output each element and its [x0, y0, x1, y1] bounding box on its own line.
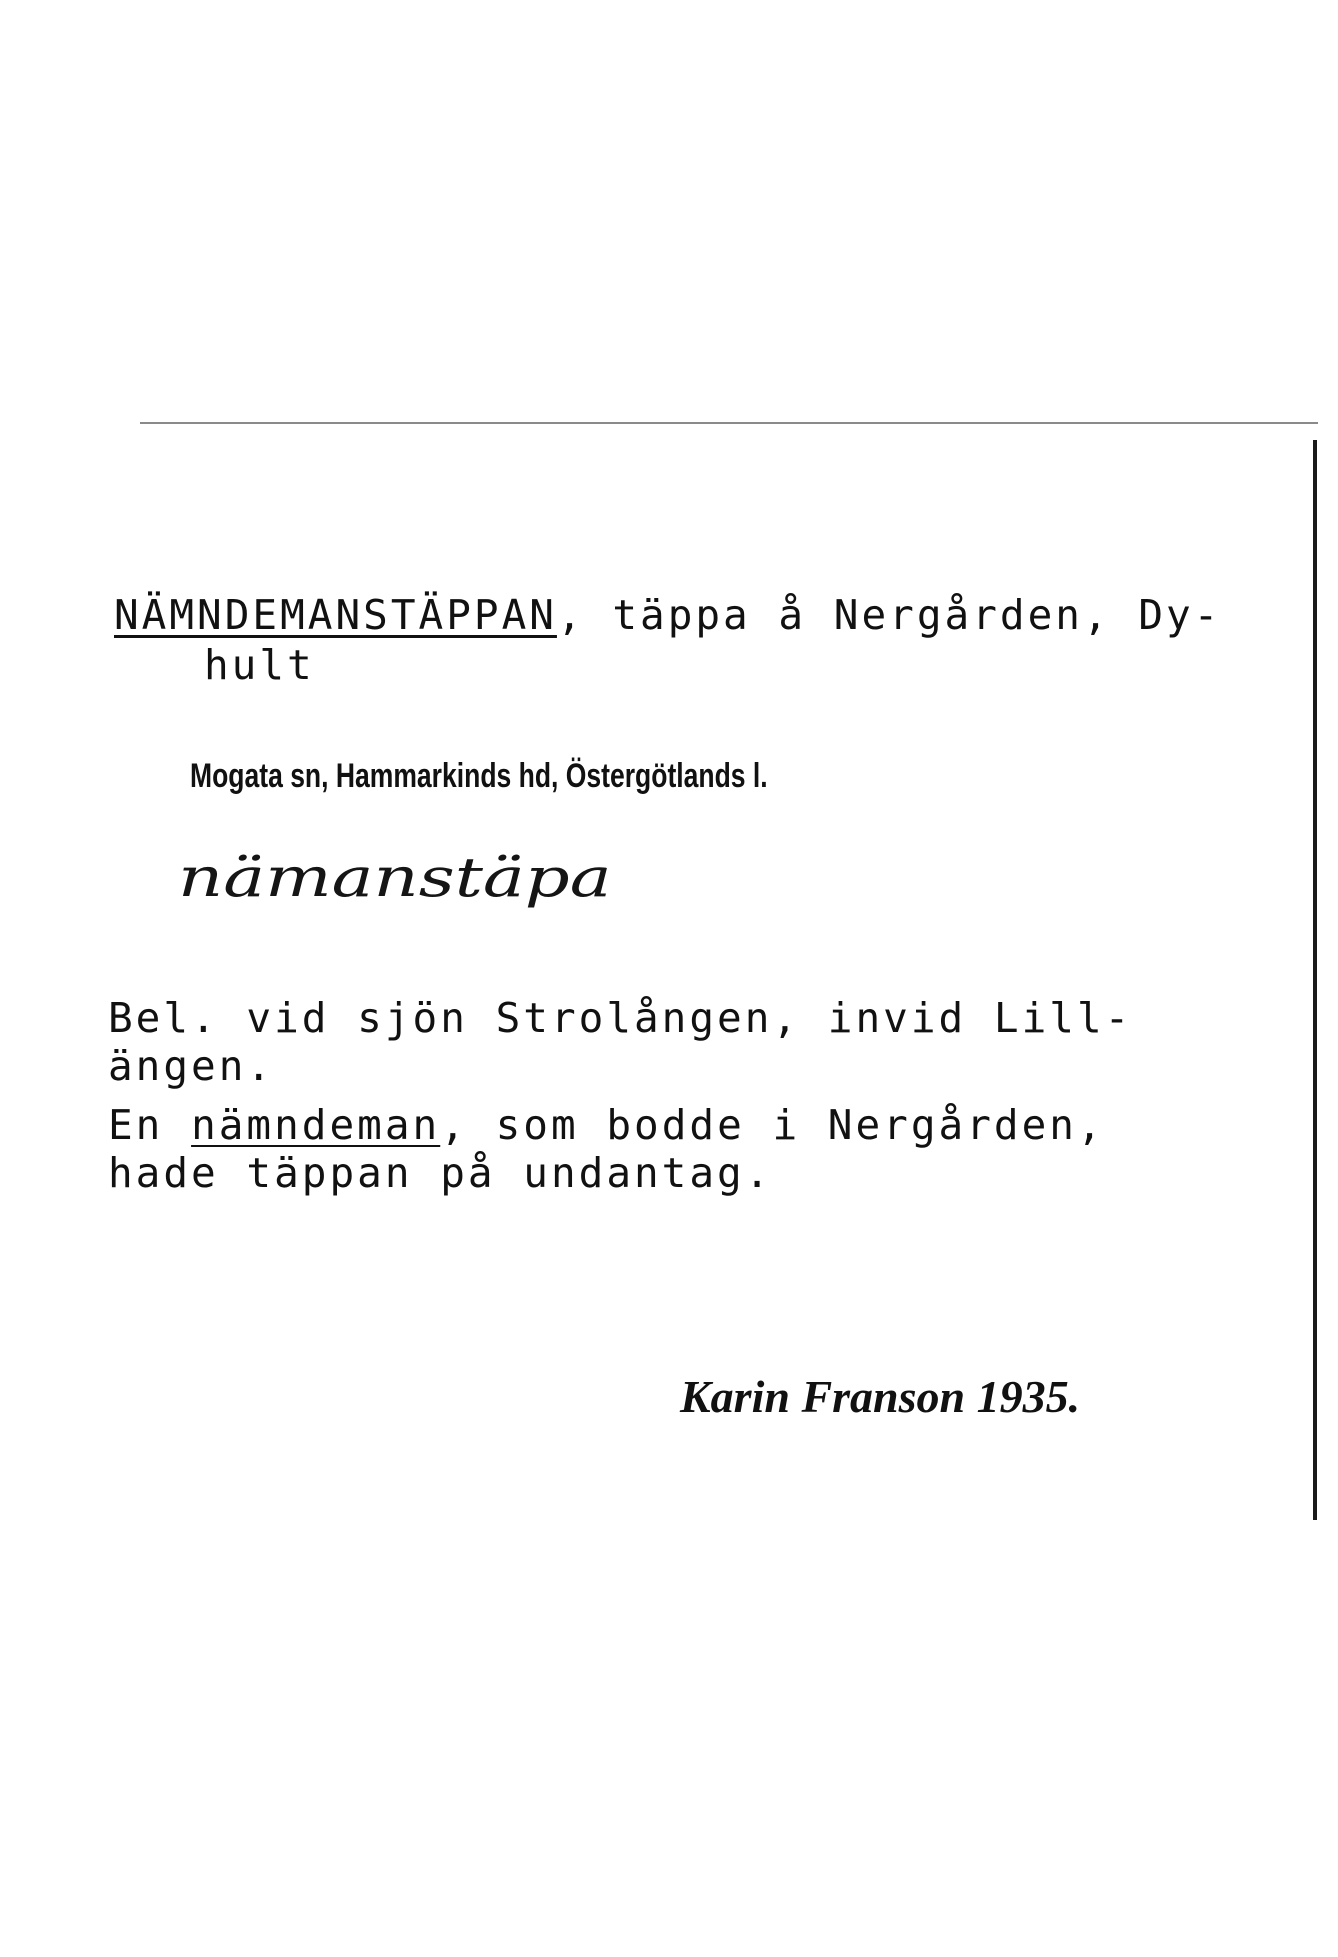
- body-line-4: hade täppan på undantag.: [108, 1149, 773, 1197]
- body-line-2: ängen.: [108, 1042, 275, 1090]
- body-line-3-start: En: [108, 1101, 192, 1149]
- collector-signature: Karin Franson 1935.: [680, 1371, 1081, 1422]
- title-line-2: hult: [204, 641, 315, 689]
- location-line: Mogata sn, Hammarkinds hd, Östergötlands l.: [190, 757, 768, 795]
- card-top-edge: [140, 422, 1318, 424]
- body-line-1: Bel. vid sjön Strolången, invid Lill-: [108, 994, 1133, 1042]
- title-description: , täppa å Nergården, Dy-: [556, 591, 1222, 639]
- card-right-edge: [1313, 440, 1317, 1520]
- underlined-term: nämndeman: [191, 1101, 441, 1149]
- title-line-1: [114, 590, 1221, 640]
- headword: NÄMNDEMANSTÄPPAN: [114, 591, 557, 639]
- body-line-3-end: , som bodde i Nergården,: [440, 1101, 1105, 1149]
- handwritten-dialect-form: nämanstäpa: [178, 846, 612, 909]
- body-line-3: [108, 1100, 1105, 1150]
